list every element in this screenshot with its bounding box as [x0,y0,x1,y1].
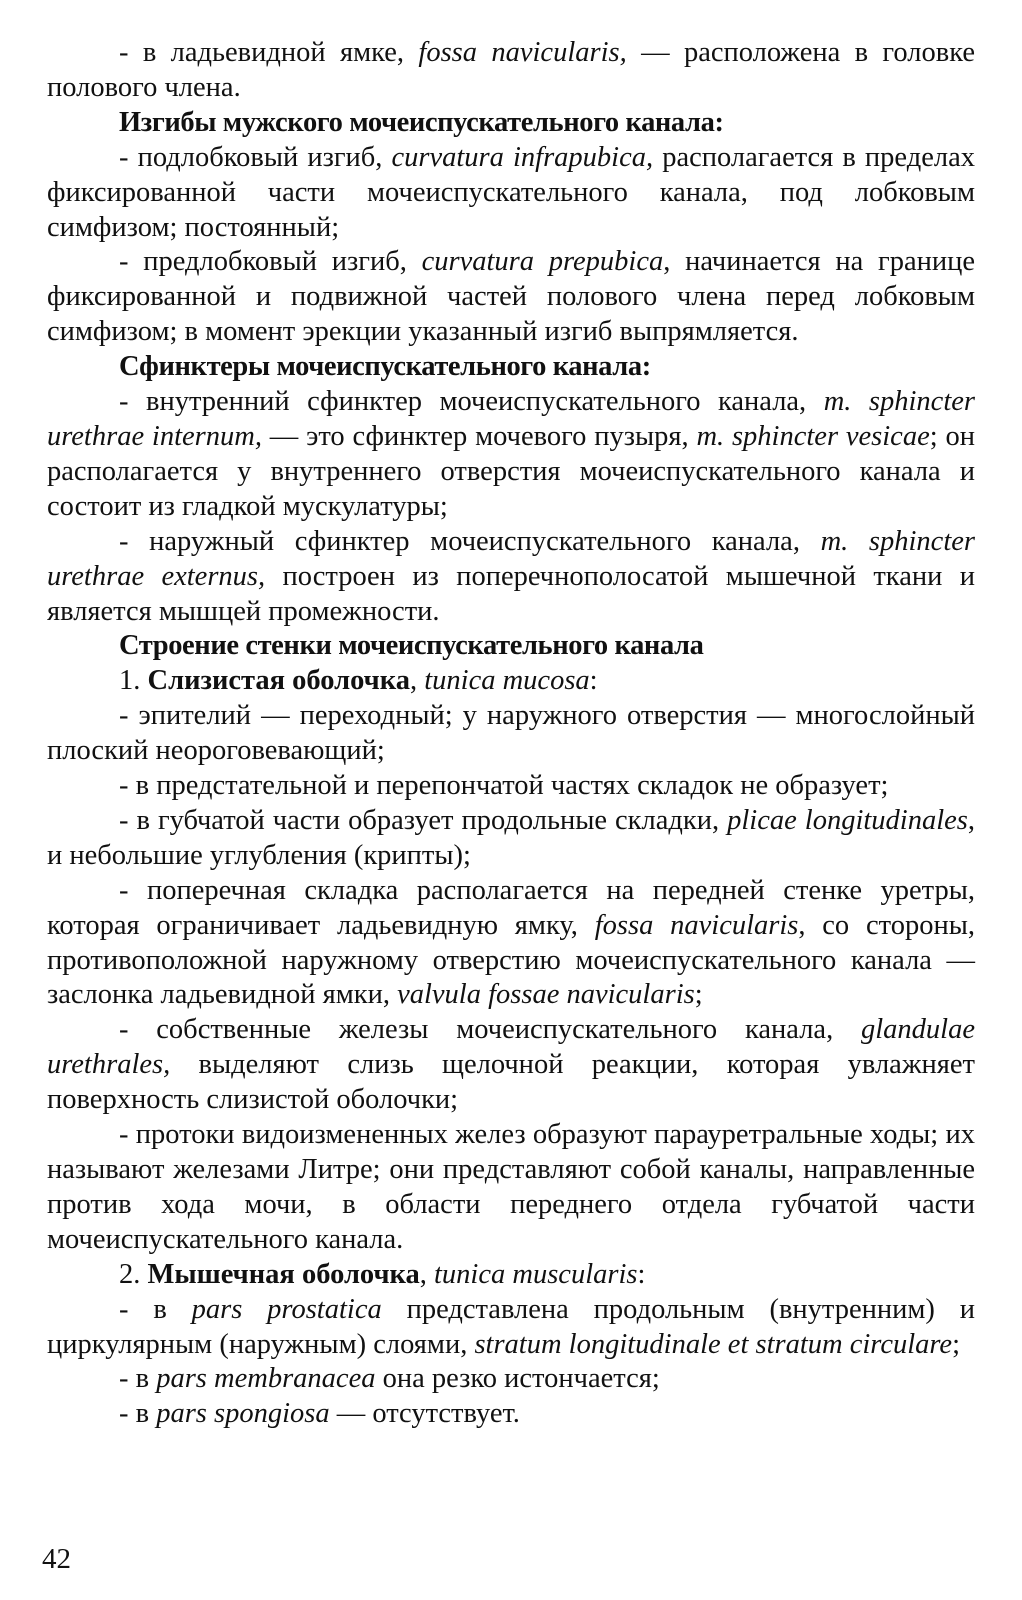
heading-sphincters: Сфинктеры мочеиспускательного канала: [119,351,651,383]
paragraph-external-sphincter: - наружный сфинктер мочеиспускательного канала, m. sphincter urethrae externus, построен из поперечнополосатой мышечной ткани и является мышцей промежности. [47,525,975,627]
paragraph-urethral-glands: - собственные железы мочеиспускательного канала, glandulae urethrales, выделяют слизь щелочной реакции, которая увлажняет поверхность слизистой оболочки; [47,1014,975,1116]
paragraph-longitudinal-folds: - в губчатой части образует продольные складки, plicae longitudinales, и небольшие углубления (крипты); [47,804,975,871]
paragraph-fossa-navicularis-location: - в ладьевидной ямке, fossa navicularis, — расположена в головке полового члена. [47,37,975,103]
paragraph-epithelium: - эпителий — переходный; у наружного отверстия — многослойный плоский неороговевающий; [47,700,975,767]
paragraph-no-folds: - в предстательной и перепончатой частях складок не образует; [119,770,889,802]
paragraph-transverse-fold: - поперечная складка располагается на передней стенке уретры, которая ограничивает ладьевидную ямку, fossa navicularis, со стороны, противоположной наружному отверстию мочеиспускательного канала — заслонка ладьевидной ямки, valvula fossae navicularis; [47,874,975,1011]
paragraph-curvatura-prepubica: - предлобковый изгиб, curvatura prepubica, начинается на границе фиксированной и подвижной частей полового члена перед лобковым симфизом; в момент эрекции указанный изгиб выпрямляется. [47,246,975,348]
page-body [47,36,975,1432]
paragraph-pars-membranacea: - в pars membranacea она резко истончается; [119,1363,660,1395]
heading-wall-structure: Строение стенки мочеиспускательного канала [119,630,704,662]
paragraph-curvatura-infrapubica: - подлобковый изгиб, curvatura infrapubica, располагается в пределах фиксированной части мочеиспускательного канала, под лобковым симфизом; постоянный; [47,141,975,243]
paragraph-internal-sphincter: - внутренний сфинктер мочеиспускательного канала, m. sphincter urethrae internum, — это сфинктер мочевого пузыря, m. sphincter vesicae; он располагается у внутреннего отверстия мочеиспускательного канала и состоит из гладкой мускулатуры; [47,386,975,522]
paragraph-pars-spongiosa: - в pars spongiosa — отсутствует. [119,1398,520,1430]
page-number: 42 [42,1543,71,1575]
paragraph-tunica-muscularis: 2. Мышечная оболочка, tunica muscularis: [119,1258,646,1290]
paragraph-pars-prostatica: - в pars prostatica представлена продольным (внутренним) и циркулярным (наружным) слоями, stratum longitudinale et stratum circulare; [47,1293,975,1360]
paragraph-littre-glands: - протоки видоизмененных желез образуют парауретральные ходы; их называют железами Литре; они представляют собой каналы, направленные против хода мочи, в области переднего отдела губчатой части мочеиспускательного канала. [47,1119,975,1255]
heading-curvatures: Изгибы мужского мочеиспускательного канала: [119,106,724,138]
paragraph-tunica-mucosa: 1. Слизистая оболочка, tunica mucosa: [119,665,598,697]
